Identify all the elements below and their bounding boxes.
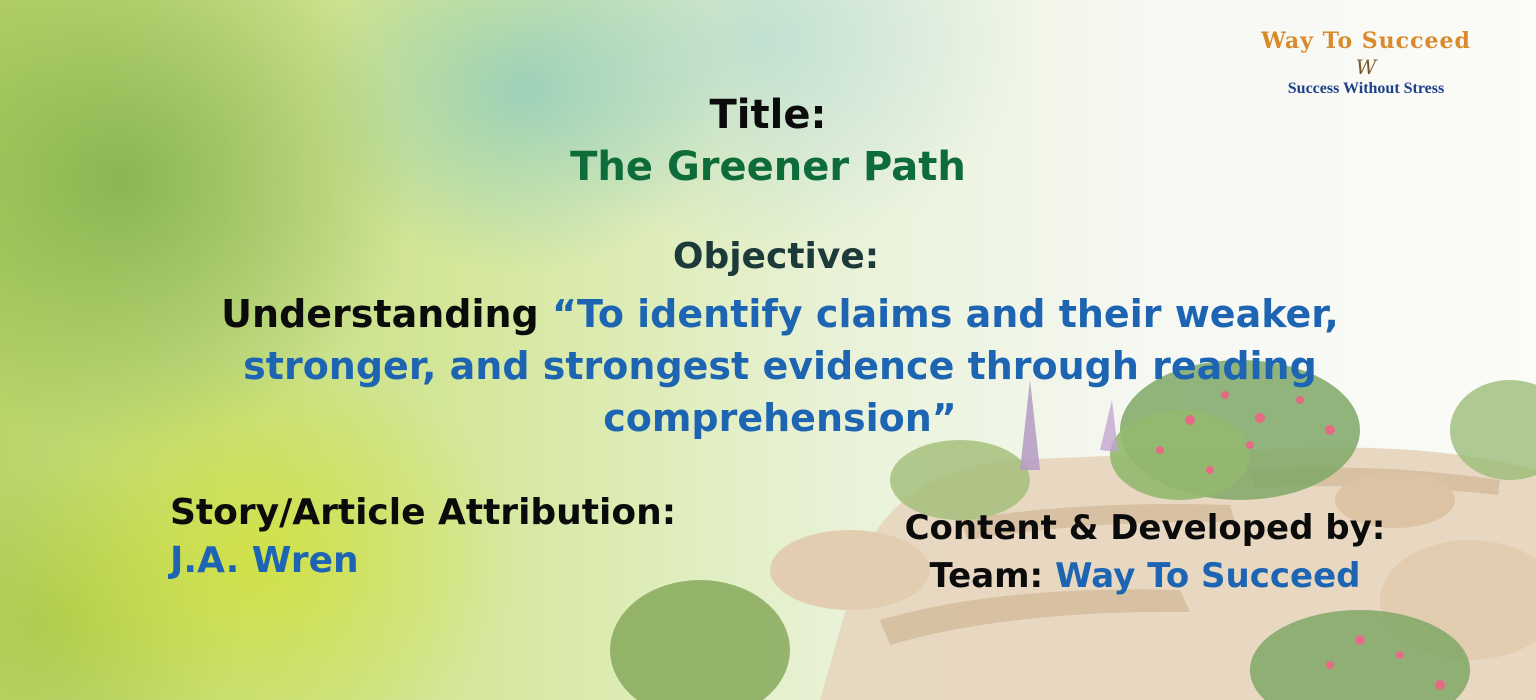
objective-text — [160, 288, 1400, 444]
objective-prefix: Understanding — [221, 292, 552, 336]
team-name: Way To Succeed — [1055, 556, 1361, 596]
title-label: Title: — [709, 92, 827, 138]
objective-label: Objective: — [672, 236, 880, 277]
brand-logo — [1236, 28, 1496, 112]
attribution-label: Story/Article Attribution: — [170, 492, 677, 533]
logo-mark-icon: W — [1355, 55, 1377, 79]
logo-tagline: Success Without Stress — [1287, 80, 1445, 97]
story-title: The Greener Path — [570, 144, 966, 190]
team-prefix: Team: — [929, 556, 1055, 596]
credits-label: Content & Developed by: — [904, 508, 1386, 548]
credits-team — [880, 556, 1410, 596]
logo-name: Way To Succeed — [1261, 28, 1471, 54]
objective-statement: “To identify claims and their weaker, stronger, and strongest evidence through reading comprehension” — [243, 292, 1339, 440]
attribution-author: J.A. Wren — [170, 540, 359, 581]
